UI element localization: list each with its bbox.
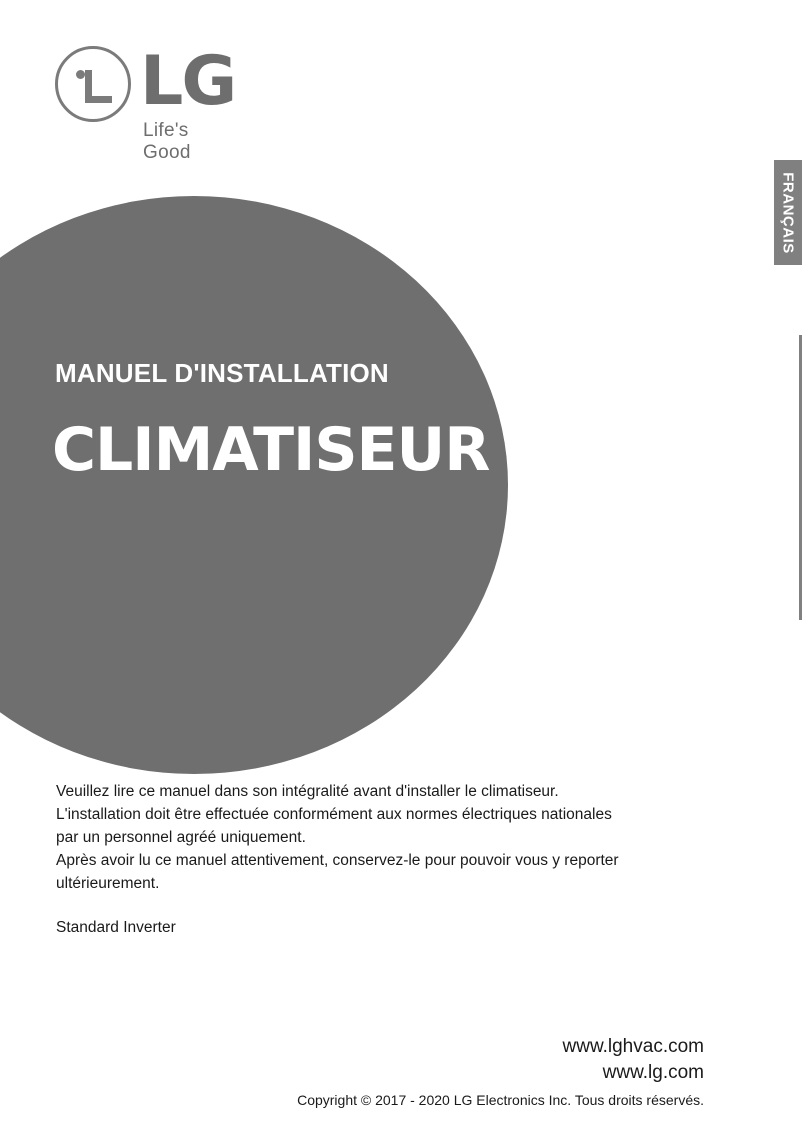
footer [297, 1034, 704, 1108]
intro-text [56, 780, 716, 895]
intro-line-2: L'installation doit être effectuée conformément aux normes électriques nationales [56, 806, 612, 823]
lg-logo-mouth-icon [85, 96, 112, 103]
page-title: CLIMATISEUR [52, 415, 490, 485]
footer-website-lg[interactable]: www.lg.com [602, 1062, 704, 1083]
lg-logo-eye-icon [76, 70, 85, 79]
footer-website-hvac[interactable]: www.lghvac.com [562, 1036, 704, 1057]
language-tab [774, 160, 802, 265]
intro-line-3: par un personnel agréé uniquement. [56, 829, 306, 846]
intro-line-1: Veuillez lire ce manuel dans son intégralité avant d'installer le climatiseur. [56, 783, 559, 800]
intro-line-5: ultérieurement. [56, 875, 160, 892]
lg-logo-wordmark: LG [140, 42, 236, 121]
footer-copyright: Copyright © 2017 - 2020 LG Electronics Inc. Tous droits réservés. [297, 1092, 704, 1108]
language-tab-label: FRANÇAIS [779, 171, 797, 254]
lg-logo-tagline: Life's Good [143, 120, 191, 163]
lg-logo-circle-icon [55, 46, 131, 122]
cover-subtitle: MANUEL D'INSTALLATION [55, 358, 389, 388]
intro-line-4: Après avoir lu ce manuel attentivement, conservez-le pour pouvoir vous y reporter [56, 852, 619, 869]
lg-logo [55, 42, 236, 163]
model-label: Standard Inverter [56, 919, 176, 936]
cover-circle-graphic [0, 196, 508, 774]
